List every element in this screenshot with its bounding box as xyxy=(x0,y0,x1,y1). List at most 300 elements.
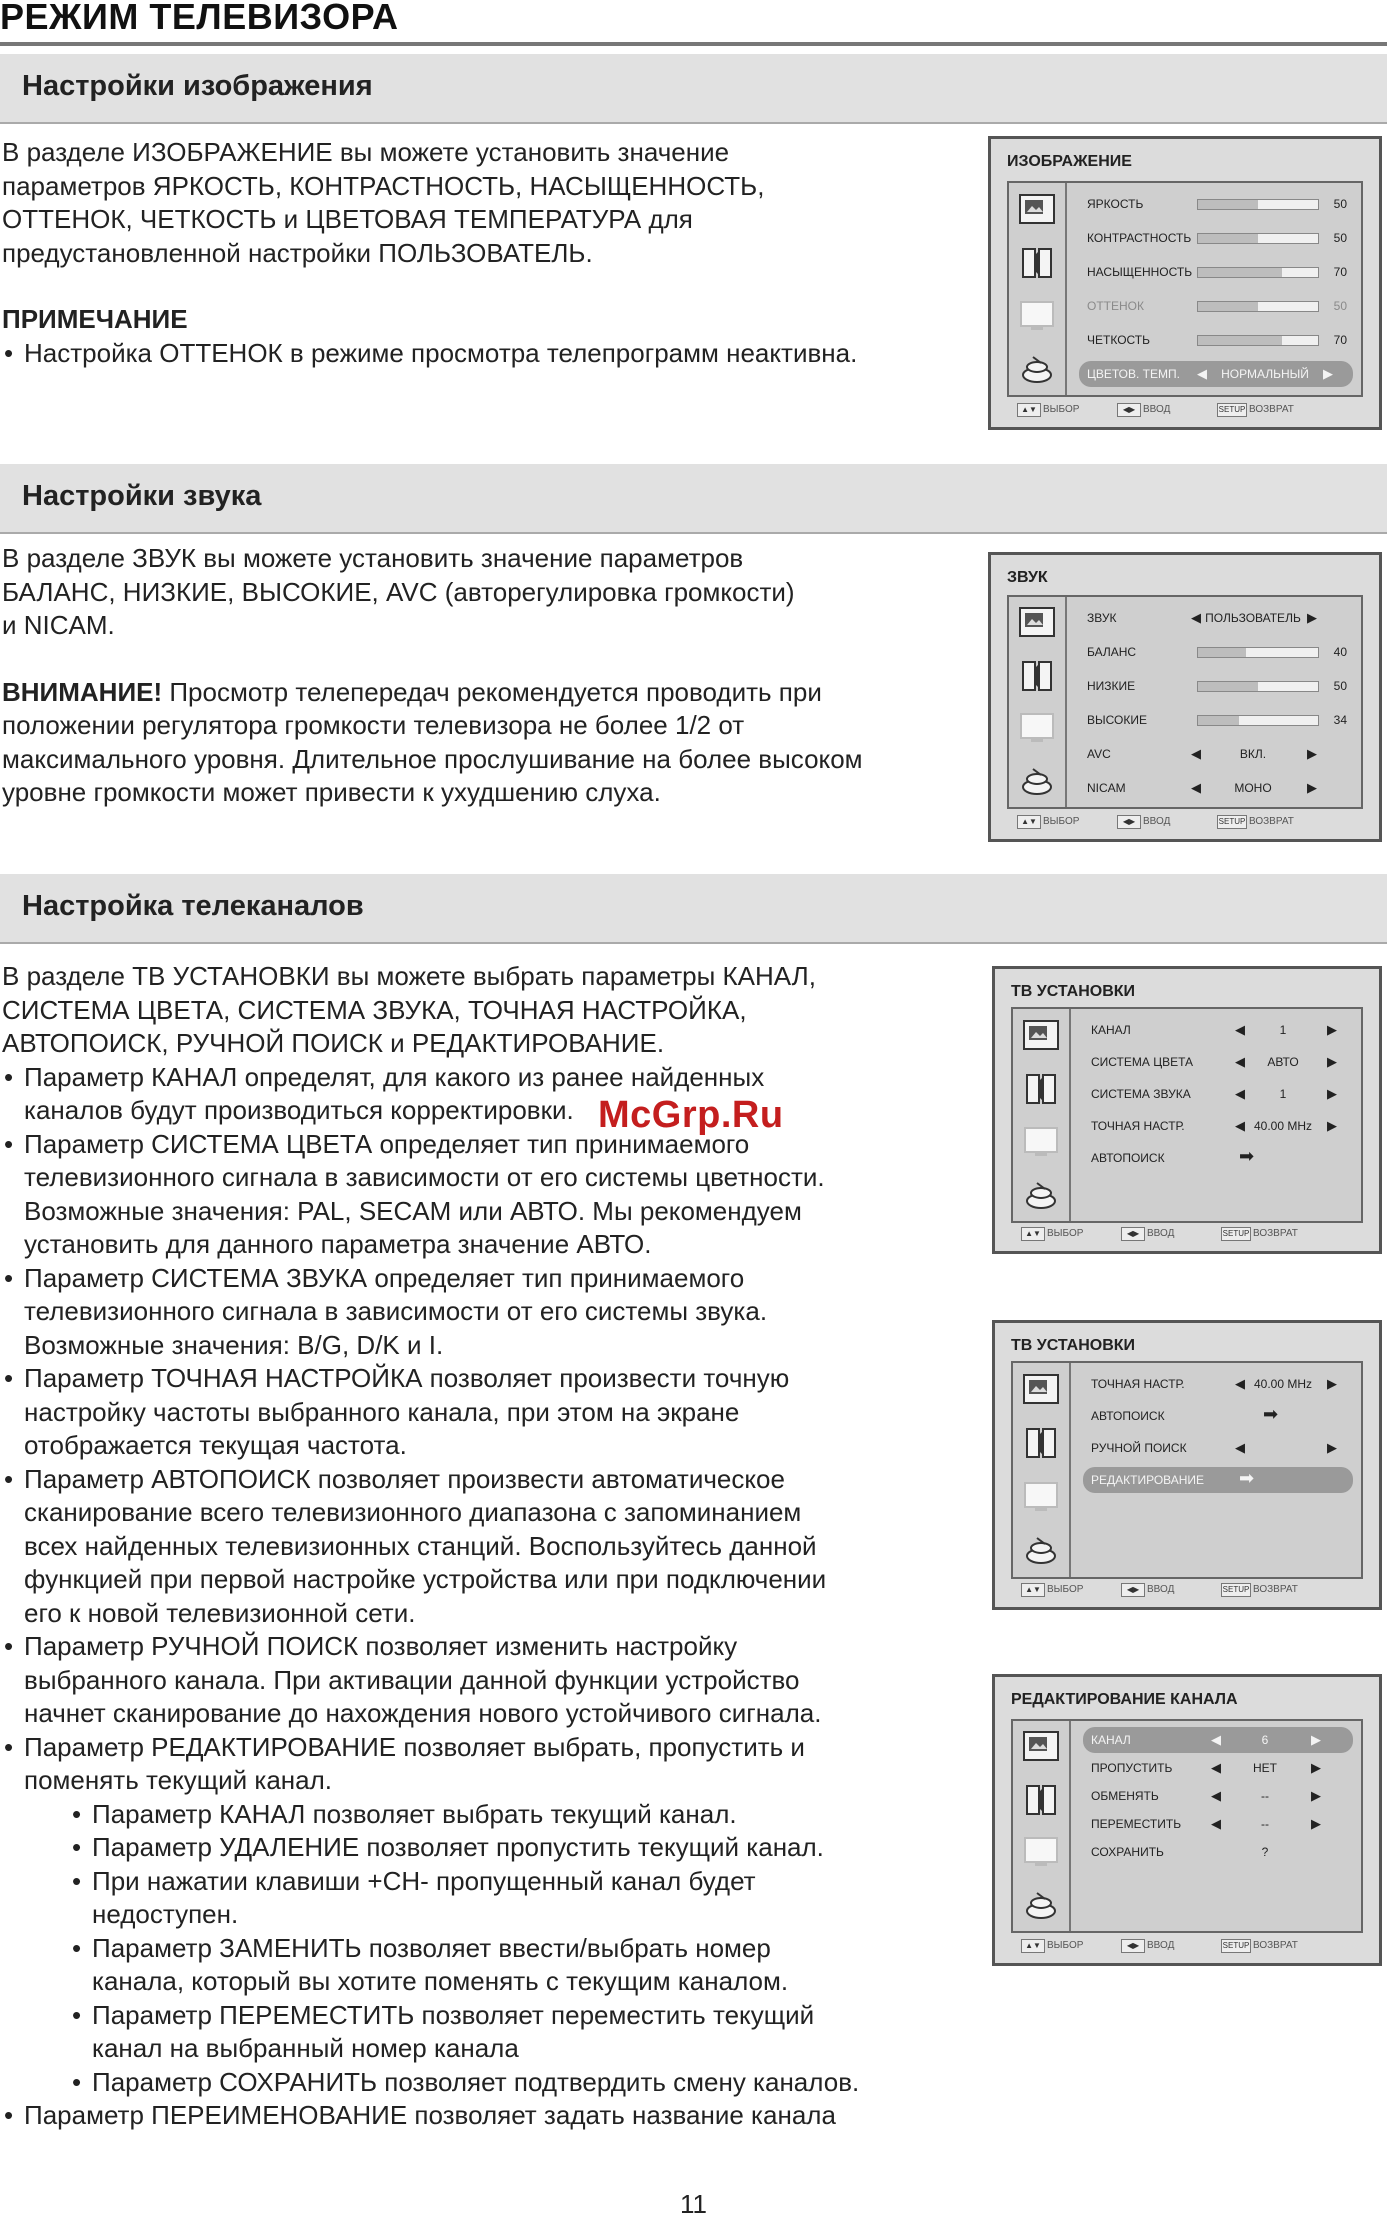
osd-row-tv-setup[interactable] xyxy=(1083,1049,1353,1075)
osd-row-label: ОТТЕНОК xyxy=(1087,299,1144,313)
footer-label: ВВОД xyxy=(1143,816,1171,827)
footer-key-0: ▲▼ xyxy=(1017,403,1041,417)
osd-row-value: 40.00 MHz xyxy=(1253,1377,1313,1391)
list-item xyxy=(2,1798,967,1832)
osd-row-label: СИСТЕМА ЗВУКА xyxy=(1091,1087,1191,1101)
list-item xyxy=(2,1094,967,1128)
osd-row-label: NICAM xyxy=(1087,781,1126,795)
section-heading-channels xyxy=(0,874,1387,944)
warning-text: Просмотр телепередач рекомендуется проводить при xyxy=(162,676,822,707)
warning-title: ВНИМАНИЕ! xyxy=(2,676,163,707)
osd-row-sound-mode[interactable] xyxy=(1079,605,1353,631)
osd-inner xyxy=(1007,181,1363,397)
text-line: В разделе ЗВУК вы можете установить значение параметров xyxy=(2,543,744,573)
text-line: АВТОПОИСК, РУЧНОЙ ПОИСК и РЕДАКТИРОВАНИЕ. xyxy=(2,1028,665,1058)
left-arrow-icon[interactable]: ◀ xyxy=(1191,746,1201,761)
footer-key-2: SETUP xyxy=(1217,815,1247,829)
misc-icon xyxy=(1015,347,1059,391)
osd-row-label: РЕДАКТИРОВАНИЕ xyxy=(1091,1473,1205,1487)
text-line: СИСТЕМА ЦВЕТА, СИСТЕМА ЗВУКА, ТОЧНАЯ НАСТРОЙКА, xyxy=(2,994,747,1025)
osd-row-tv-setup[interactable] xyxy=(1083,1081,1353,1107)
picture-icon xyxy=(1019,1368,1063,1412)
sound-icon xyxy=(1019,1778,1063,1822)
footer-label: ВОЗВРАТ xyxy=(1253,1228,1298,1239)
osd-row-channel-edit[interactable] xyxy=(1083,1727,1353,1753)
osd-title: ТВ УСТАНОВКИ xyxy=(1011,983,1136,1000)
list-item-text: При нажатии клавиши +CH- пропущенный канал будет xyxy=(92,1865,756,1896)
level-bar[interactable] xyxy=(1197,199,1319,210)
osd-row-tv-setup[interactable] xyxy=(1083,1017,1353,1043)
list-item xyxy=(2,1697,967,1731)
section-heading-text: Настройки изображения xyxy=(22,70,373,102)
list-item xyxy=(2,2099,967,2133)
list-item xyxy=(2,1530,967,1564)
osd-icon-column xyxy=(1009,597,1067,807)
osd-row-tv-setup[interactable] xyxy=(1083,1113,1353,1139)
level-bar[interactable] xyxy=(1197,681,1319,692)
note-title: ПРИМЕЧАНИЕ xyxy=(2,304,188,334)
list-item-text: Параметр ПЕРЕИМЕНОВАНИЕ позволяет задать название канала xyxy=(24,2100,836,2130)
level-bar-fill xyxy=(1198,268,1282,277)
footer-key-2: SETUP xyxy=(1221,1227,1251,1241)
list-item-text: его к новой телевизионной сети. xyxy=(24,1597,416,1628)
list-item-text: Параметр СИСТЕМА ЗВУКА определяет тип принимаемого xyxy=(24,1262,745,1293)
list-item xyxy=(2,1128,967,1162)
list-item-text: Параметр ТОЧНАЯ НАСТРОЙКА позволяет произвести точную xyxy=(24,1363,790,1393)
osd-row-color-temp[interactable] xyxy=(1079,361,1353,387)
footer-key-2: SETUP xyxy=(1217,403,1247,417)
list-item xyxy=(2,1295,967,1329)
list-item-text: установить для данного параметра значение АВТО. xyxy=(24,1229,652,1259)
osd-row-value: 1 xyxy=(1279,1023,1287,1037)
misc-icon xyxy=(1015,759,1059,803)
list-item xyxy=(2,1898,967,1932)
text-line: параметров ЯРКОСТЬ, КОНТРАСТНОСТЬ, НАСЫЩЕННОСТЬ, xyxy=(2,170,765,201)
osd-row-value: НЕТ xyxy=(1253,1761,1277,1775)
sound-icon xyxy=(1015,241,1059,285)
bullet: • xyxy=(4,337,14,368)
list-item-text: начнет сканирование до нахождения нового устойчивого сигнала. xyxy=(24,1698,822,1728)
section-heading-sound xyxy=(0,464,1387,534)
osd-row-value: 50 xyxy=(1333,197,1347,211)
osd-sound-panel xyxy=(988,552,1382,842)
footer-label: ВЫБОР xyxy=(1043,404,1080,415)
list-item xyxy=(2,1731,967,1765)
level-bar-fill xyxy=(1198,302,1258,311)
misc-icon xyxy=(1019,1528,1063,1572)
bullet: • xyxy=(72,1798,82,1829)
osd-row-value: ПОЛЬЗОВАТЕЛЬ xyxy=(1205,611,1301,625)
footer-label: ВОЗВРАТ xyxy=(1253,1584,1298,1595)
list-item-text: Параметр ЗАМЕНИТЬ позволяет ввести/выбрать номер xyxy=(92,1932,771,1963)
left-arrow-icon[interactable]: ◀ xyxy=(1191,610,1201,625)
list-item xyxy=(2,1362,967,1396)
left-arrow-icon[interactable]: ◀ xyxy=(1211,1788,1221,1803)
osd-row-value: ? xyxy=(1261,1845,1269,1859)
bullet: • xyxy=(4,2100,14,2130)
page-number: 11 xyxy=(680,2189,707,2219)
footer-key-1: ◀▶ xyxy=(1117,815,1141,829)
go-arrow-icon[interactable]: ➡ xyxy=(1239,1146,1255,1166)
text-line: предустановленной настройки ПОЛЬЗОВАТЕЛЬ. xyxy=(2,237,593,268)
osd-inner xyxy=(1007,595,1363,809)
list-item-text: телевизионного сигнала в зависимости от его системы звука. xyxy=(24,1296,768,1326)
left-arrow-icon[interactable]: ◀ xyxy=(1197,366,1207,381)
osd-row-label: ВЫСОКИЕ xyxy=(1087,713,1147,727)
osd-row-manual-search[interactable] xyxy=(1083,1435,1353,1461)
osd-title: ИЗОБРАЖЕНИЕ xyxy=(1007,153,1132,170)
right-arrow-icon[interactable]: ▶ xyxy=(1327,1022,1337,1037)
list-item-text: всех найденных телевизионных станций. Воспользуйтесь данной xyxy=(24,1530,817,1561)
osd-row-label: ОБМЕНЯТЬ xyxy=(1091,1789,1159,1803)
text-line: БАЛАНС, НИЗКИЕ, ВЫСОКИЕ, AVC (авторегулировка громкости) xyxy=(2,576,795,607)
osd-icon-column xyxy=(1013,1363,1071,1577)
osd-row-label: НИЗКИЕ xyxy=(1087,679,1136,693)
level-bar-fill xyxy=(1198,336,1282,345)
list-item-text: телевизионного сигнала в зависимости от его системы цветности. xyxy=(24,1162,825,1192)
right-arrow-icon[interactable]: ▶ xyxy=(1307,746,1317,761)
tv-setup-icon xyxy=(1019,1475,1063,1519)
bullet: • xyxy=(4,1463,14,1494)
bullet: • xyxy=(72,1865,82,1896)
go-arrow-icon[interactable]: ➡ xyxy=(1239,1468,1255,1488)
osd-row-sound-option[interactable] xyxy=(1079,741,1353,767)
osd-row-value: 40 xyxy=(1333,645,1347,659)
osd-row-label: КАНАЛ xyxy=(1091,1733,1131,1747)
osd-row-value: 1 xyxy=(1279,1087,1287,1101)
level-bar[interactable] xyxy=(1197,715,1319,726)
footer-label: ВЫБОР xyxy=(1047,1940,1084,1951)
text-line: максимального уровня. Длительное прослушивание на более высоком xyxy=(2,743,863,774)
sound-icon xyxy=(1019,1421,1063,1465)
osd-row-value: -- xyxy=(1261,1789,1269,1803)
osd-title: ЗВУК xyxy=(1007,569,1048,586)
footer-key-0: ▲▼ xyxy=(1021,1583,1045,1597)
osd-row-label: ПРОПУСТИТЬ xyxy=(1091,1761,1173,1775)
osd-title: ТВ УСТАНОВКИ xyxy=(1011,1337,1136,1354)
tv-setup-icon xyxy=(1015,294,1059,338)
osd-row-fine-tune[interactable] xyxy=(1083,1371,1353,1397)
osd-row-picture[interactable] xyxy=(1079,327,1353,353)
bullet: • xyxy=(72,2066,82,2097)
right-arrow-icon[interactable]: ▶ xyxy=(1327,1440,1337,1455)
picture-icon xyxy=(1019,1725,1063,1769)
osd-row-label: AVC xyxy=(1087,747,1111,761)
text-line: уровне громкости может привести к ухудшению слуха. xyxy=(2,777,661,807)
list-item-text: Параметр АВТОПОИСК позволяет произвести автоматическое xyxy=(24,1463,785,1494)
list-item xyxy=(2,1664,967,1698)
list-item-text: функцией при первой настройке устройства или при подключении xyxy=(24,1564,827,1594)
osd-row-save[interactable] xyxy=(1083,1839,1353,1865)
footer-key-0: ▲▼ xyxy=(1021,1227,1045,1241)
tv-setup-icon xyxy=(1019,1830,1063,1874)
left-arrow-icon[interactable]: ◀ xyxy=(1211,1816,1221,1831)
osd-row-channel-edit[interactable] xyxy=(1083,1783,1353,1809)
list-item-text: Возможные значения: B/G, D/K и I. xyxy=(24,1329,444,1360)
osd-footer xyxy=(1011,1581,1363,1601)
osd-footer xyxy=(1007,813,1363,833)
osd-row-label: АВТОПОИСК xyxy=(1091,1409,1165,1423)
left-arrow-icon[interactable]: ◀ xyxy=(1235,1022,1245,1037)
osd-row-value: 50 xyxy=(1333,231,1347,245)
list-item xyxy=(2,1329,967,1363)
osd-row-label: СИСТЕМА ЦВЕТА xyxy=(1091,1055,1194,1069)
list-item xyxy=(2,2032,967,2066)
osd-channel-edit-panel xyxy=(992,1674,1382,1966)
osd-inner xyxy=(1011,1719,1363,1933)
footer-key-1: ◀▶ xyxy=(1121,1227,1145,1241)
osd-row-edit[interactable] xyxy=(1083,1467,1353,1493)
level-bar[interactable] xyxy=(1197,267,1319,278)
bullet: • xyxy=(4,1731,14,1762)
level-bar[interactable] xyxy=(1197,335,1319,346)
left-arrow-icon[interactable]: ◀ xyxy=(1235,1054,1245,1069)
list-item xyxy=(2,1161,967,1195)
section-heading-picture xyxy=(0,54,1387,124)
osd-row-value: 34 xyxy=(1333,713,1347,727)
go-arrow-icon[interactable]: ➡ xyxy=(1263,1404,1279,1424)
title-rule xyxy=(0,42,1387,46)
list-item xyxy=(2,1865,967,1899)
osd-row-sound[interactable] xyxy=(1079,639,1353,665)
misc-icon xyxy=(1019,1883,1063,1927)
footer-key-0: ▲▼ xyxy=(1017,815,1041,829)
footer-key-1: ◀▶ xyxy=(1121,1939,1145,1953)
osd-row-label: БАЛАНС xyxy=(1087,645,1137,659)
osd-row-label: РУЧНОЙ ПОИСК xyxy=(1091,1441,1187,1455)
list-item-text: недоступен. xyxy=(92,1899,239,1929)
osd-row-label: КАНАЛ xyxy=(1091,1023,1131,1037)
list-item-text: канал на выбранный номер канала xyxy=(92,2033,519,2063)
list-item xyxy=(2,1429,967,1463)
picture-icon xyxy=(1019,1014,1063,1058)
bullet: • xyxy=(72,1932,82,1963)
osd-row-label: ТОЧНАЯ НАСТР. xyxy=(1091,1119,1185,1133)
footer-key-1: ◀▶ xyxy=(1121,1583,1145,1597)
osd-footer xyxy=(1011,1225,1363,1245)
text-line: В разделе ТВ УСТАНОВКИ вы можете выбрать параметры КАНАЛ, xyxy=(2,961,816,991)
osd-row-label: ЦВЕТОВ. ТЕМП. xyxy=(1087,367,1180,381)
osd-row-sound[interactable] xyxy=(1079,707,1353,733)
osd-row-sound[interactable] xyxy=(1079,673,1353,699)
list-item xyxy=(2,1396,967,1430)
list-item xyxy=(2,1463,967,1497)
osd-row-value: ВКЛ. xyxy=(1239,747,1267,761)
osd-icon-column xyxy=(1013,1009,1071,1221)
osd-title: РЕДАКТИРОВАНИЕ КАНАЛА xyxy=(1011,1691,1238,1708)
footer-label: ВВОД xyxy=(1147,1940,1175,1951)
left-arrow-icon[interactable]: ◀ xyxy=(1235,1440,1245,1455)
osd-inner xyxy=(1011,1361,1363,1579)
footer-label: ВВОД xyxy=(1143,404,1171,415)
left-arrow-icon[interactable]: ◀ xyxy=(1211,1732,1221,1747)
osd-row-label: АВТОПОИСК xyxy=(1091,1151,1165,1165)
level-bar-fill xyxy=(1198,234,1258,243)
left-arrow-icon[interactable]: ◀ xyxy=(1235,1376,1245,1391)
osd-row-picture[interactable] xyxy=(1079,293,1353,319)
list-item-text: Возможные значения: PAL, SECAM или АВТО. Мы рекомендуем xyxy=(24,1195,802,1226)
picture-text xyxy=(2,136,942,370)
footer-label: ВОЗВРАТ xyxy=(1249,816,1294,827)
footer-key-1: ◀▶ xyxy=(1117,403,1141,417)
level-bar-fill xyxy=(1198,648,1246,657)
footer-key-2: SETUP xyxy=(1221,1583,1251,1597)
footer-label: ВЫБОР xyxy=(1047,1584,1084,1595)
tv-setup-icon xyxy=(1015,706,1059,750)
text-line: В разделе ИЗОБРАЖЕНИЕ вы можете установить значение xyxy=(2,137,730,167)
level-bar-fill xyxy=(1198,716,1239,725)
text-line: положении регулятора громкости телевизора не более 1/2 от xyxy=(2,710,745,740)
level-bar-fill xyxy=(1198,682,1258,691)
misc-icon xyxy=(1019,1173,1063,1217)
bullet: • xyxy=(4,1262,14,1293)
osd-row-picture[interactable] xyxy=(1079,259,1353,285)
list-item-text: Параметр РЕДАКТИРОВАНИЕ позволяет выбрать, пропустить и xyxy=(24,1731,805,1762)
list-item xyxy=(2,1630,967,1664)
osd-row-autosearch[interactable] xyxy=(1083,1403,1353,1429)
osd-row-sound-option[interactable] xyxy=(1079,775,1353,801)
list-item xyxy=(2,1965,967,1999)
list-item xyxy=(2,1764,967,1798)
osd-row-value: АВТО xyxy=(1267,1055,1299,1069)
watermark: McGrp.Ru xyxy=(598,1094,784,1136)
list-item xyxy=(2,1228,967,1262)
list-item-text: выбранного канала. При активации данной функции устройство xyxy=(24,1664,800,1695)
right-arrow-icon[interactable]: ▶ xyxy=(1327,1086,1337,1101)
footer-label: ВОЗВРАТ xyxy=(1249,404,1294,415)
osd-row-label: НАСЫЩЕННОСТЬ xyxy=(1087,265,1193,279)
osd-row-value: 70 xyxy=(1333,265,1347,279)
osd-row-value: МОНО xyxy=(1234,781,1272,795)
list-item xyxy=(2,1597,967,1631)
osd-row-label: ПЕРЕМЕСТИТЬ xyxy=(1091,1817,1182,1831)
list-item-text: отображается текущая частота. xyxy=(24,1430,407,1460)
right-arrow-icon[interactable]: ▶ xyxy=(1327,1118,1337,1133)
osd-row-label: СОХРАНИТЬ xyxy=(1091,1845,1164,1859)
footer-label: ВОЗВРАТ xyxy=(1253,1940,1298,1951)
osd-row-autosearch[interactable] xyxy=(1083,1145,1353,1171)
text-line: ОТТЕНОК, ЧЕТКОСТЬ и ЦВЕТОВАЯ ТЕМПЕРАТУРА для xyxy=(2,204,693,234)
osd-tv-setup-panel xyxy=(992,966,1382,1254)
osd-row-label: ЗВУК xyxy=(1087,611,1117,625)
osd-row-picture[interactable] xyxy=(1079,191,1353,217)
channels-text xyxy=(2,960,967,2133)
osd-footer xyxy=(1007,401,1363,421)
sound-icon xyxy=(1015,654,1059,698)
osd-picture-panel xyxy=(988,136,1382,430)
list-item-text: Параметр КАНАЛ позволяет выбрать текущий канал. xyxy=(92,1798,737,1829)
sound-icon xyxy=(1019,1067,1063,1111)
osd-row-label: ЧЕТКОСТЬ xyxy=(1087,333,1150,347)
right-arrow-icon[interactable]: ▶ xyxy=(1307,780,1317,795)
footer-key-0: ▲▼ xyxy=(1021,1939,1045,1953)
text-line: и NICAM. xyxy=(2,610,115,640)
osd-tv-setup-panel-2 xyxy=(992,1320,1382,1610)
osd-row-label: ЯРКОСТЬ xyxy=(1087,197,1144,211)
level-bar[interactable] xyxy=(1197,647,1319,658)
list-item xyxy=(2,1831,967,1865)
note-text: Настройка ОТТЕНОК в режиме просмотра телепрограмм неактивна. xyxy=(24,337,858,368)
section-heading-text: Настройка телеканалов xyxy=(22,890,364,922)
picture-icon xyxy=(1015,188,1059,232)
list-item xyxy=(2,2066,967,2100)
list-item-text: Параметр УДАЛЕНИЕ позволяет пропустить текущий канал. xyxy=(92,1832,824,1862)
note-item xyxy=(2,337,942,371)
bullet: • xyxy=(72,1999,82,2030)
list-item-text: настройку частоты выбранного канала, при этом на экране xyxy=(24,1396,740,1427)
left-arrow-icon[interactable]: ◀ xyxy=(1235,1086,1245,1101)
right-arrow-icon[interactable]: ▶ xyxy=(1311,1760,1321,1775)
osd-row-picture[interactable] xyxy=(1079,225,1353,251)
osd-icon-column xyxy=(1013,1721,1071,1931)
picture-icon xyxy=(1015,601,1059,645)
list-item xyxy=(2,1195,967,1229)
list-item xyxy=(2,1061,967,1095)
osd-row-value: 40.00 MHz xyxy=(1253,1119,1313,1133)
right-arrow-icon[interactable]: ▶ xyxy=(1327,1376,1337,1391)
footer-label: ВЫБОР xyxy=(1043,816,1080,827)
left-arrow-icon[interactable]: ◀ xyxy=(1211,1760,1221,1775)
osd-inner xyxy=(1011,1007,1363,1223)
list-item-text: сканирование всего телевизионного диапазона с запоминанием xyxy=(24,1497,802,1527)
list-item-text: Параметр КАНАЛ определят, для какого из ранее найденных xyxy=(24,1061,765,1092)
right-arrow-icon[interactable]: ▶ xyxy=(1307,610,1317,625)
left-arrow-icon[interactable]: ◀ xyxy=(1191,780,1201,795)
bullet: • xyxy=(4,1128,14,1159)
osd-row-label: ТОЧНАЯ НАСТР. xyxy=(1091,1377,1185,1391)
list-item-text: Параметр СОХРАНИТЬ позволяет подтвердить смену каналов. xyxy=(92,2066,860,2097)
bullet: • xyxy=(72,1832,82,1862)
tv-setup-icon xyxy=(1019,1120,1063,1164)
list-item xyxy=(2,1999,967,2033)
left-arrow-icon[interactable]: ◀ xyxy=(1235,1118,1245,1133)
bullet: • xyxy=(4,1631,14,1661)
list-item xyxy=(2,1563,967,1597)
list-item xyxy=(2,1262,967,1296)
right-arrow-icon[interactable]: ▶ xyxy=(1311,1788,1321,1803)
level-bar-fill xyxy=(1198,200,1258,209)
list-item xyxy=(2,1496,967,1530)
footer-label: ВВОД xyxy=(1147,1228,1175,1239)
list-item-text: Параметр РУЧНОЙ ПОИСК позволяет изменить настройку xyxy=(24,1631,738,1661)
osd-row-value: НОРМАЛЬНЫЙ xyxy=(1221,367,1309,381)
footer-label: ВВОД xyxy=(1147,1584,1175,1595)
bullet: • xyxy=(4,1061,14,1092)
right-arrow-icon[interactable]: ▶ xyxy=(1311,1732,1321,1747)
osd-row-channel-edit[interactable] xyxy=(1083,1811,1353,1837)
list-item-text: каналов будут производиться корректировки. xyxy=(24,1095,574,1125)
osd-row-label: КОНТРАСТНОСТЬ xyxy=(1087,231,1192,245)
right-arrow-icon[interactable]: ▶ xyxy=(1323,366,1333,381)
osd-row-channel-edit[interactable] xyxy=(1083,1755,1353,1781)
list-item-text: Параметр ПЕРЕМЕСТИТЬ позволяет переместить текущий xyxy=(92,1999,815,2030)
footer-label: ВЫБОР xyxy=(1047,1228,1084,1239)
right-arrow-icon[interactable]: ▶ xyxy=(1311,1816,1321,1831)
level-bar[interactable] xyxy=(1197,301,1319,312)
page-title: РЕЖИМ ТЕЛЕВИЗОРА xyxy=(0,0,399,37)
osd-row-value: -- xyxy=(1261,1817,1269,1831)
osd-icon-column xyxy=(1009,183,1067,395)
level-bar[interactable] xyxy=(1197,233,1319,244)
osd-row-value: 70 xyxy=(1333,333,1347,347)
sound-text xyxy=(2,542,962,810)
osd-row-value: 6 xyxy=(1261,1733,1269,1747)
osd-footer xyxy=(1011,1937,1363,1957)
list-item-text: Параметр СИСТЕМА ЦВЕТА определяет тип принимаемого xyxy=(24,1128,750,1159)
section-heading-text: Настройки звука xyxy=(22,480,262,512)
osd-row-value: 50 xyxy=(1333,679,1347,693)
right-arrow-icon[interactable]: ▶ xyxy=(1327,1054,1337,1069)
